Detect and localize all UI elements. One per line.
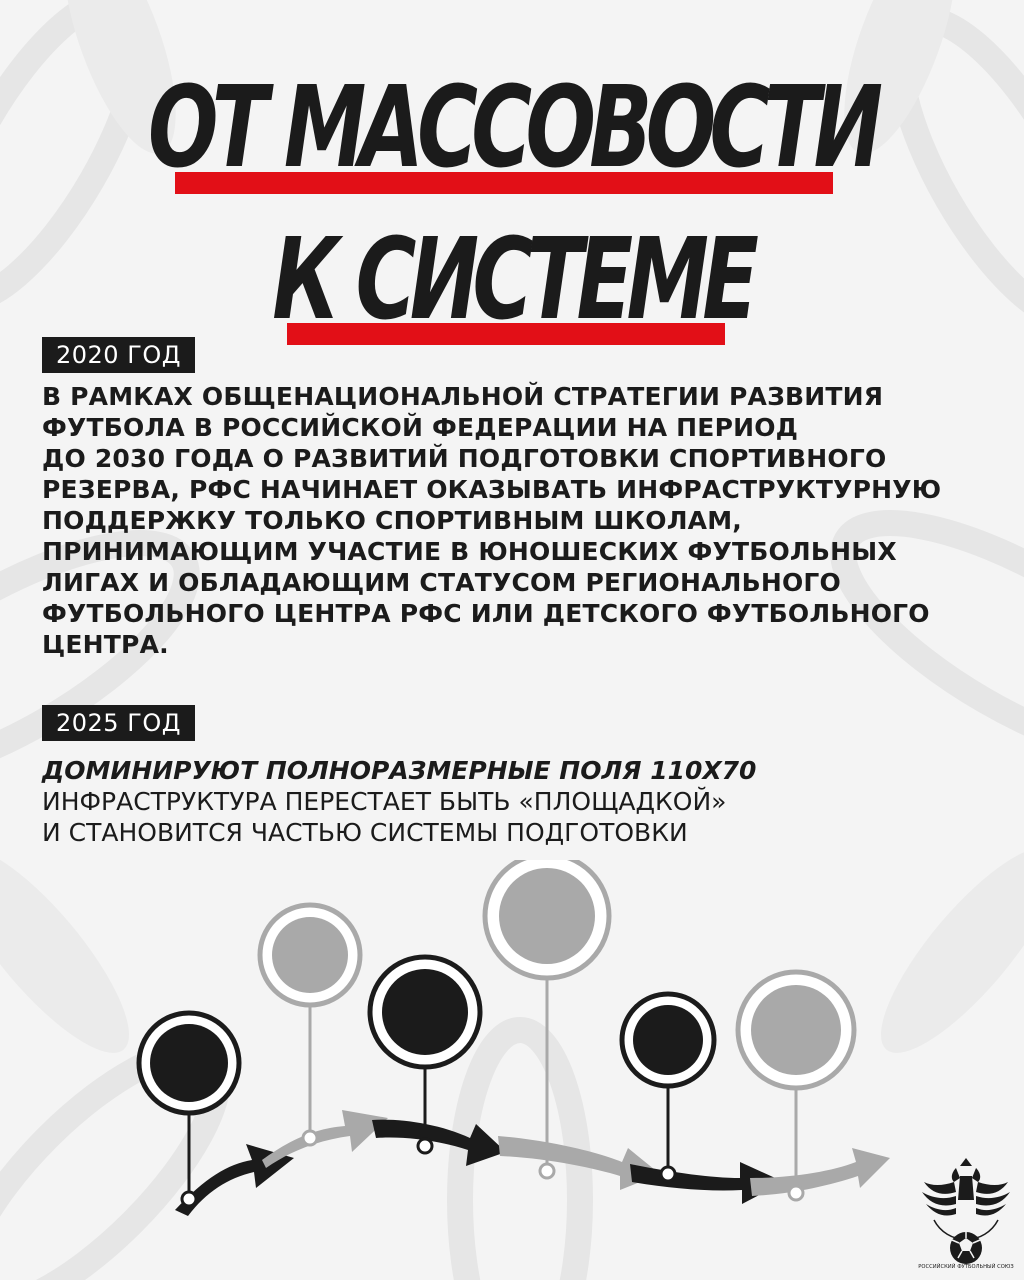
- rfs-logo: [916, 1152, 1016, 1272]
- text-line: ПОДДЕРЖКУ ТОЛЬКО СПОРТИВНЫМ ШКОЛАМ,: [42, 506, 742, 535]
- section-2025-text: [42, 755, 1002, 848]
- timeline-arrow: [175, 1110, 890, 1216]
- section-2020-text: [42, 381, 1002, 660]
- title-line-1-wrap: [0, 63, 1024, 193]
- text-line: ПРИНИМАЮЩИМ УЧАСТИЕ В ЮНОШЕСКИХ ФУТБОЛЬНЫХ: [42, 537, 897, 566]
- text-line: ИНФРАСТРУКТУРА ПЕРЕСТАЕТ БЫТЬ «ПЛОЩАДКОЙ»: [42, 787, 727, 816]
- text-line: ЛИГАХ И ОБЛАДАЮЩИМ СТАТУСОМ РЕГИОНАЛЬНОГО: [42, 568, 842, 597]
- text-line: ЦЕНТРА.: [42, 630, 169, 659]
- year-badge-2020: 2020 ГОД: [42, 337, 195, 373]
- page-title-line-2: К СИСТЕМЕ: [272, 215, 752, 345]
- arrow-segment-6: [750, 1148, 890, 1196]
- page-title-line-1: ОТ МАССОВОСТИ: [147, 63, 877, 193]
- year-badge-2025: 2025 ГОД: [42, 705, 195, 741]
- text-line: ДО 2030 ГОДА О РАЗВИТИЙ ПОДГОТОВКИ СПОРТИВНОГО: [42, 444, 887, 473]
- timeline-diagram: [0, 860, 1024, 1280]
- highlight-line: ДОМИНИРУЮТ ПОЛНОРАЗМЕРНЫЕ ПОЛЯ 110Х70: [42, 756, 757, 785]
- text-line: РЕЗЕРВА, РФС НАЧИНАЕТ ОКАЗЫВАТЬ ИНФРАСТРУКТУРНУЮ: [42, 475, 942, 504]
- text-line: ФУТБОЛА В РОССИЙСКОЙ ФЕДЕРАЦИИ НА ПЕРИОД: [42, 413, 799, 442]
- eagle-emblem-icon: [922, 1158, 1010, 1216]
- arrow-segment-3: [372, 1120, 506, 1166]
- football-icon: [950, 1232, 982, 1264]
- logo-text: РОССИЙСКИЙ ФУТБОЛЬНЫЙ СОЮЗ: [918, 1264, 1014, 1270]
- text-line: В РАМКАХ ОБЩЕНАЦИОНАЛЬНОЙ СТРАТЕГИИ РАЗВИТИЯ: [42, 382, 884, 411]
- text-line: И СТАНОВИТСЯ ЧАСТЬЮ СИСТЕМЫ ПОДГОТОВКИ: [42, 818, 688, 847]
- title-line-2-wrap: [0, 215, 1024, 345]
- text-line: ФУТБОЛЬНОГО ЦЕНТРА РФС ИЛИ ДЕТСКОГО ФУТБОЛЬНОГО: [42, 599, 930, 628]
